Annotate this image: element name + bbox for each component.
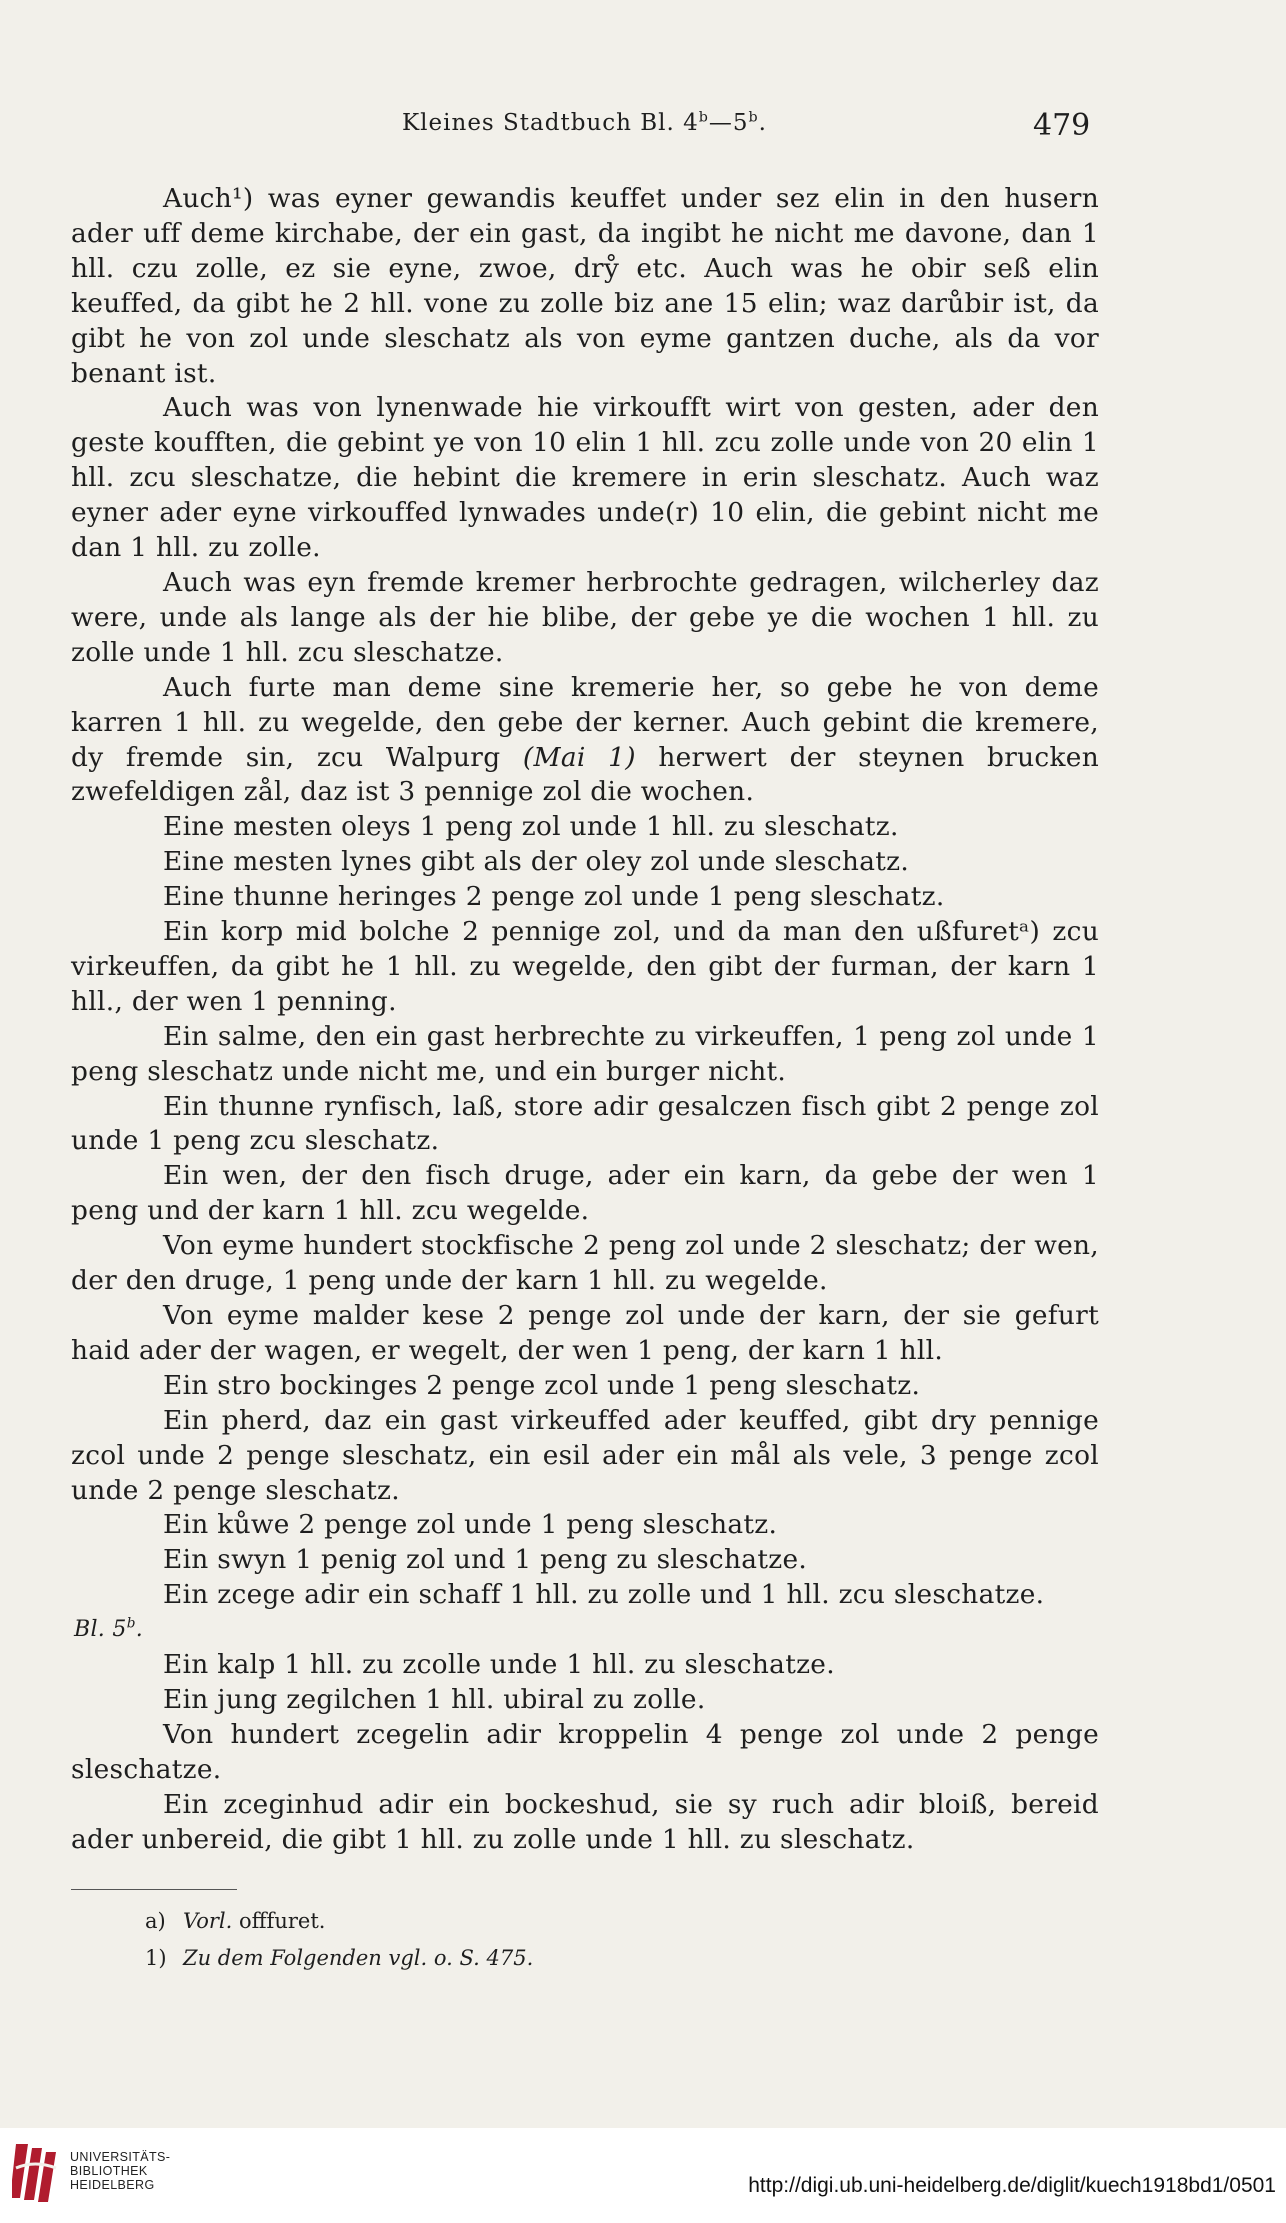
paragraph: Ein kůwe 2 penge zol unde 1 peng sleschatz.	[163, 1509, 778, 1541]
paragraph: Ein thunne rynfisch, laß, store adir gesalczen fisch gibt 2 penge zol unde 1 peng zcu sleschatz.	[71, 1090, 1099, 1157]
main-text	[71, 182, 1099, 1858]
footnotes	[145, 1903, 533, 1977]
paragraph: Auch¹) was eyner gewandis keuffet under sez elin in den husern ader uff deme kirchabe, der ein gast, da ingibt he nicht me davone, dan 1 hll. czu zolle, ez sie eyne, zwoe, drẙ etc. Auch was he obir seß elin keuffed, da gibt he 2 hll. vone zu zolle biz ane 15 elin; waz darůbir ist, da gibt he von zol unde sleschatz als von eyme gantzen duche, als da vor benant ist.	[71, 183, 1099, 389]
footnote-mark: a)	[145, 1909, 166, 1933]
source-url-link[interactable]: http://digi.ub.uni-heidelberg.de/diglit/kuech1918bd1/0501	[748, 2174, 1276, 2197]
paragraph: Ein kalp 1 hll. zu zcolle unde 1 hll. zu sleschatze.	[163, 1649, 835, 1681]
paragraph: Von eyme hundert stockfische 2 peng zol unde 2 sleschatz; der wen, der den druge, 1 peng unde der karn 1 hll. zu wegelde.	[71, 1230, 1099, 1297]
footnote-mark: 1)	[145, 1946, 167, 1970]
paragraph: Ein wen, der den fisch druge, ader ein karn, da gebe der wen 1 peng und der karn 1 hll. zcu wegelde.	[71, 1160, 1099, 1227]
running-title: Kleines Stadtbuch Bl. 4$^b$—5$^b$.	[402, 109, 767, 136]
paragraph: Auch furte man deme sine kremerie her, so gebe he von deme karren 1 hll. zu wegelde, den gebe der kerner. Auch gebint die kremere, dy fremde sin, zcu Walpurg (Mai 1) herwert der steynen brucken zwefeldigen zål, daz ist 3 pennige zol die wochen.	[71, 671, 1099, 808]
footnote: 1) Zu dem Folgenden vgl. o. S. 475.	[145, 1940, 533, 1977]
paragraph: Eine mesten oleys 1 peng zol unde 1 hll. zu sleschatz.	[163, 811, 899, 843]
date-annotation: (Mai 1)	[522, 741, 636, 773]
library-name: UNIVERSITÄTS- BIBLIOTHEK HEIDELBERG	[70, 2150, 171, 2192]
running-header	[0, 110, 1286, 150]
footnote-rule	[71, 1889, 237, 1890]
folio-margin-note: Bl. 5$^b$.	[74, 1615, 144, 1643]
paragraph: Auch was von lynenwade hie virkoufft wirt von gesten, ader den geste koufften, die gebint ye von 10 elin 1 hll. zcu zolle unde von 20 elin 1 hll. zcu sleschatze, die hebint die kremere in erin sleschatz. Auch waz eyner ader eyne virkouffed lynwades unde(r) 10 elin, die gebint nicht me dan 1 hll. zu zolle.	[71, 392, 1099, 564]
footnote: a) Vorl. offfuret.	[145, 1903, 533, 1940]
paragraph: Ein stro bockinges 2 penge zcol unde 1 peng sleschatz.	[163, 1369, 921, 1401]
paragraph: Eine mesten lynes gibt als der oley zol unde sleschatz.	[163, 846, 910, 878]
paragraph: Auch was eyn fremde kremer herbrochte gedragen, wilcherley daz were, unde als lange als der hie blibe, der gebe ye die wochen 1 hll. zu zolle unde 1 hll. zcu sleschatze.	[71, 566, 1099, 668]
paragraph: Ein zcege adir ein schaff 1 hll. zu zolle und 1 hll. zcu sleschatze.	[163, 1579, 1045, 1611]
paragraph: Ein korp mid bolche 2 pennige zol, und da man den ußfuretᵃ) zcu virkeuffen, da gibt he 1 hll. zu wegelde, den gibt der furman, der karn 1 hll., der wen 1 penning.	[71, 916, 1099, 1017]
heidelberg-library-logo-icon[interactable]	[12, 2138, 58, 2204]
paragraph: Ein jung zegilchen 1 hll. ubiral zu zolle.	[163, 1683, 706, 1715]
page-number: 479	[1033, 108, 1091, 143]
paragraph: Von hundert zcegelin adir kroppelin 4 penge zol unde 2 penge sleschatze.	[71, 1718, 1099, 1785]
paragraph: Von eyme malder kese 2 penge zol unde der karn, der sie gefurt haid ader der wagen, er wegelt, der wen 1 peng, der karn 1 hll.	[71, 1300, 1099, 1366]
paragraph: Eine thunne heringes 2 penge zol unde 1 peng sleschatz.	[163, 881, 945, 913]
paragraph: Ein swyn 1 penig zol und 1 peng zu sleschatze.	[163, 1544, 808, 1576]
paragraph: Ein salme, den ein gast herbrechte zu virkeuffen, 1 peng zol unde 1 peng sleschatz unde nicht me, und ein burger nicht.	[71, 1020, 1099, 1087]
paragraph: Ein zceginhud adir ein bockeshud, sie sy ruch adir bloiß, bereid ader unbereid, die gibt 1 hll. zu zolle unde 1 hll. zu sleschatz.	[71, 1788, 1099, 1855]
paragraph: Ein pherd, daz ein gast virkeuffed ader keuffed, gibt dry pennige zcol unde 2 penge sleschatz, ein esil ader ein mål als vele, 3 penge zcol unde 2 penge sleschatz.	[71, 1404, 1099, 1506]
